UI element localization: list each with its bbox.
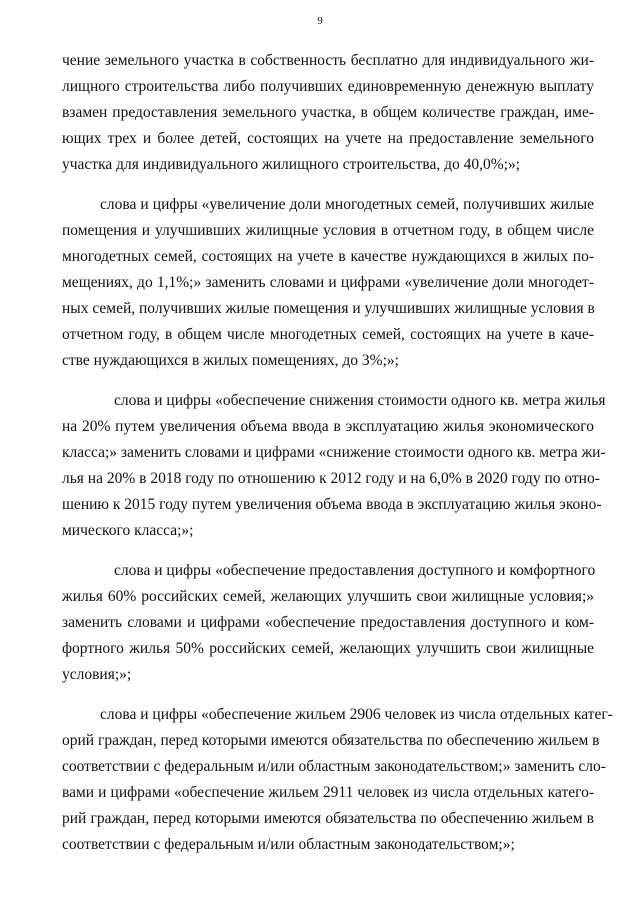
text-line: многодетных семей, состоящих на учете в качестве нуждающихся в жилых по- [62, 248, 594, 265]
paragraph-5 [62, 702, 613, 858]
text-line: лья на 20% в 2018 году по отношению к 2012 году и на 6,0% в 2020 году по отно- [62, 470, 600, 487]
text-line: стве нуждающихся в жилых помещениях, до 3%;»; [62, 352, 399, 369]
text-line: слова и цифры «обеспечение жильем 2906 человек из числа отдельных катег- [100, 706, 613, 723]
text-line: ющих трех и более детей, состоящих на учете на предоставление земельного [62, 130, 594, 147]
text-line: рий граждан, перед которыми имеются обязательства по обеспечению жильем в [62, 810, 594, 827]
text-line: слова и цифры «обеспечение предоставления доступного и комфортного [114, 562, 596, 579]
text-line: лищного строительства либо получивших единовременную денежную выплату [62, 78, 594, 95]
text-line: отчетном году, в общем числе многодетных семей, состоящих на учете в каче- [62, 326, 594, 343]
text-line: соответствии с федеральным и/или областным законодательством;» заменить сло- [62, 758, 606, 775]
paragraph-1 [62, 48, 594, 178]
text-line: заменить словами и цифрами «обеспечение предоставления доступного и ком- [62, 614, 594, 631]
document-body [62, 48, 613, 872]
paragraph-3 [62, 388, 606, 544]
text-line: условия;»; [62, 666, 132, 683]
text-line: шению к 2015 году путем увеличения объема ввода в эксплуатацию жилья эконо- [62, 496, 602, 513]
text-line: орий граждан, перед которыми имеются обязательства по обеспечению жильем в [62, 732, 600, 749]
text-line: вами и цифрами «обеспечение жильем 2911 человек из числа отдельных катего- [62, 784, 594, 801]
text-line: ных семей, получивших жилые помещения и улучшивших жилищные условия в [62, 300, 595, 317]
text-line: фортного жилья 50% российских семей, желающих улучшить свои жилищные [62, 640, 594, 657]
text-line: чение земельного участка в собственность бесплатно для индивидуального жи- [62, 52, 594, 69]
text-line: соответствии с федеральным и/или областным законодательством;»; [62, 836, 515, 853]
text-line: класса;» заменить словами и цифрами «снижение стоимости одного кв. метра жи- [62, 444, 606, 461]
text-line: слова и цифры «обеспечение снижения стоимости одного кв. метра жилья [114, 392, 606, 409]
text-line: жилья 60% российских семей, желающих улучшить свои жилищные условия;» [62, 588, 594, 605]
text-line: взамен предоставления земельного участка, в общем количестве граждан, име- [62, 104, 594, 121]
paragraph-2 [62, 192, 594, 374]
paragraph-4 [62, 558, 594, 688]
text-line: участка для индивидуального жилищного строительства, до 40,0%;»; [62, 156, 521, 173]
page-number: 9 [317, 15, 323, 27]
text-line: мического класса;»; [62, 522, 194, 539]
text-line: слова и цифры «увеличение доли многодетных семей, получивших жилые [100, 196, 594, 213]
text-line: помещения и улучшивших жилищные условия в отчетном году, в общем числе [62, 222, 594, 239]
text-line: мещениях, до 1,1%;» заменить словами и цифрами «увеличение доли многодет- [62, 274, 594, 291]
text-line: на 20% путем увеличения объема ввода в эксплуатацию жилья экономического [62, 418, 594, 435]
